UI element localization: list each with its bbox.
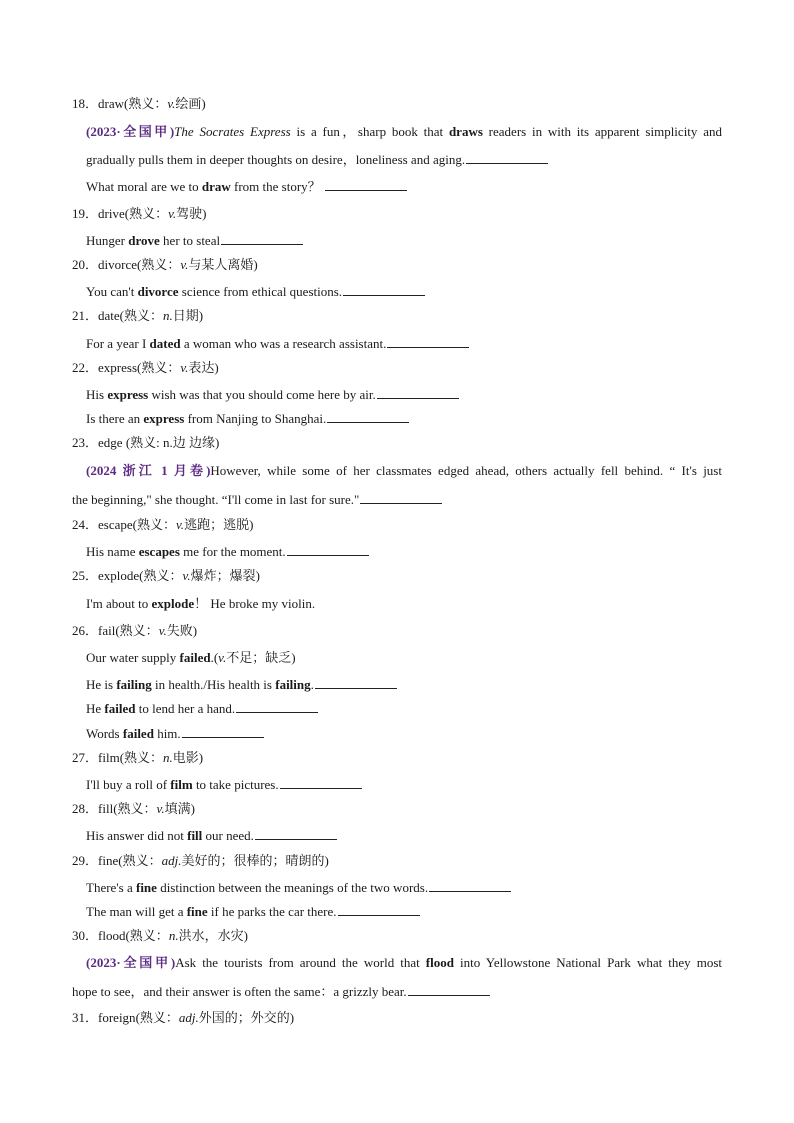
entry-heading: 28．fill(熟义：v.填满) [72,801,195,816]
example-sentence-continued: gradually pulls them in deeper thoughts on desire，loneliness and aging. [86,151,548,168]
answer-blank[interactable] [338,903,420,916]
entry-heading: 19．drive(熟义：v.驾驶) [72,206,207,221]
entry-heading: 29．fine(熟义：adj.美好的；很棒的；晴朗的) [72,853,329,868]
answer-blank[interactable] [429,879,511,892]
example-sentence: For a year I dated a woman who was a research assistant. [86,335,469,352]
example-sentence: Words failed him. [86,725,264,742]
answer-blank[interactable] [327,410,409,423]
entry-heading: 21．date(熟义：n.日期) [72,308,204,323]
entry-heading: 18．draw(熟义：v.绘画) [72,96,206,111]
answer-blank[interactable] [377,386,459,399]
answer-blank[interactable] [325,178,407,191]
example-sentence: What moral are we to draw from the story？ [86,178,407,195]
example-sentence: (2024 浙江 1 月卷)However, while some of her classmates edged ahead, others actually fell behind. “ It's just [86,463,722,478]
answer-blank[interactable] [221,232,303,245]
source-tag: (2024 浙江 1 月卷) [86,463,211,478]
answer-blank[interactable] [236,700,318,713]
example-sentence: His name escapes me for the moment. [86,543,369,560]
example-sentence-continued: hope to see，and their answer is often the same：a grizzly bear. [72,983,490,1000]
example-sentence: He failed to lend her a hand. [86,700,318,717]
answer-blank[interactable] [466,151,548,164]
entry-heading: 24．escape(熟义：v.逃跑；逃脱) [72,517,254,532]
answer-blank[interactable] [387,335,469,348]
source-tag: (2023·全国甲) [86,124,175,139]
example-sentence: Our water supply failed.(v.不足；缺乏) [86,650,296,665]
example-sentence: Is there an express from Nanjing to Shanghai. [86,410,409,427]
answer-blank[interactable] [255,827,337,840]
entry-heading: 27．film(熟义：n.电影) [72,750,204,765]
entry-heading: 31．foreign(熟义：adj.外国的；外交的) [72,1010,295,1025]
answer-blank[interactable] [343,283,425,296]
example-sentence: You can't divorce science from ethical questions. [86,283,425,300]
source-tag: (2023·全国甲) [86,955,176,970]
example-sentence: Hunger drove her to steal [86,232,303,249]
example-sentence: He is failing in health./His health is failing. [86,676,397,693]
entry-heading: 26．fail(熟义：v.失败) [72,623,198,638]
example-sentence: His answer did not fill our need. [86,827,337,844]
example-sentence: I'll buy a roll of film to take pictures. [86,776,362,793]
entry-heading: 25．explode(熟义：v.爆炸；爆裂) [72,568,260,583]
entry-heading: 23．edge (熟义: n.边 边缘) [72,435,220,450]
entry-heading: 30．flood(熟义：n.洪水，水灾) [72,928,248,943]
answer-blank[interactable] [360,491,442,504]
entry-heading: 22．express(熟义：v.表达) [72,360,219,375]
answer-blank[interactable] [280,776,362,789]
example-sentence: There's a fine distinction between the meanings of the two words. [86,879,511,896]
answer-blank[interactable] [287,543,369,556]
example-sentence: I'm about to explode！ He broke my violin. [86,596,316,611]
example-sentence: (2023·全国甲)Ask the tourists from around the world that flood into Yellowstone National Park what they most [86,955,722,970]
example-sentence-continued: the beginning," she thought. “I'll come in last for sure." [72,491,442,508]
example-sentence: His express wish was that you should come here by air. [86,386,459,403]
entry-heading: 20．divorce(熟义：v.与某人离婚) [72,257,258,272]
answer-blank[interactable] [315,676,397,689]
answer-blank[interactable] [408,983,490,996]
example-sentence: (2023·全国甲)The Socrates Express is a fun，sharp book that draws readers in with its apparent simplicity and [86,124,722,139]
answer-blank[interactable] [182,725,264,738]
example-sentence: The man will get a fine if he parks the car there. [86,903,420,920]
